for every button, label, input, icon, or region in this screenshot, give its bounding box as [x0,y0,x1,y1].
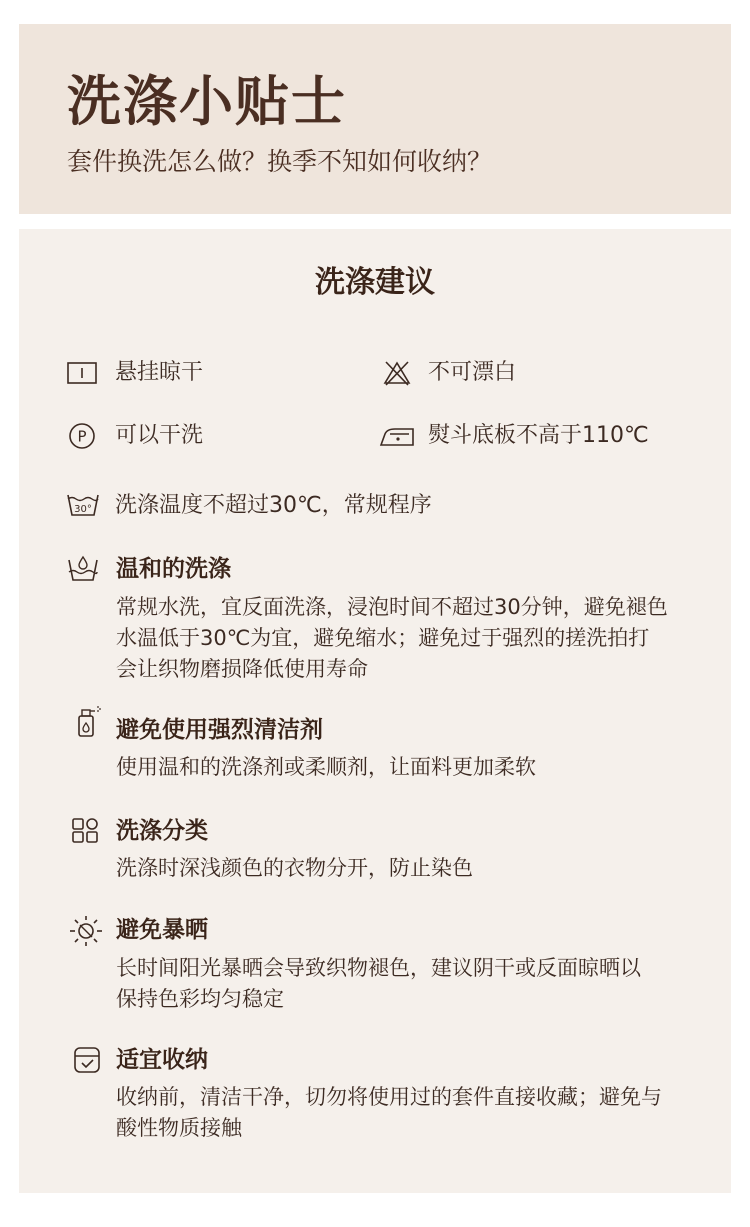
sun-icon [69,915,103,947]
storage-box-icon [73,1046,101,1074]
sort-categories-icon [72,818,100,844]
iron-label: 熨斗底板不高于110℃ [428,423,649,448]
no-bleach-icon [383,360,411,386]
body-line: 保持色彩均匀稳定 [116,987,284,1011]
body-line: 水温低于30℃为宜，避免缩水；避免过于强烈的搓洗拍打 [116,626,650,650]
svg-text:30°: 30° [74,504,92,515]
section-title-storage: 适宜收纳 [116,1047,208,1073]
body-line: 使用温和的洗涤剂或柔顺剂，让面料更加柔软 [116,755,536,779]
hang-dry-icon [67,362,97,384]
hang-dry-label: 悬挂晾干 [115,360,204,385]
section-title-sun: 避免暴晒 [116,917,208,943]
wash-30-icon [66,493,100,517]
dry-clean-label: 可以干洗 [115,423,204,448]
page-title: 洗涤小贴士 [67,70,347,133]
section-title-sorting: 洗涤分类 [116,818,208,844]
page-subtitle: 套件换洗怎么做？换季不知如何收纳？ [67,147,493,176]
body-line: 长时间阳光暴晒会导致织物褪色，建议阴干或反面晾晒以 [116,956,641,980]
body-line: 收纳前，清洁干净，切勿将使用过的套件直接收藏；避免与 [116,1085,662,1109]
detergent-bottle-icon [76,704,102,738]
section-body-sorting [116,853,706,884]
card-title: 洗涤建议 [315,265,435,300]
gentle-wash-icon [67,554,99,582]
section-body-storage [116,1082,706,1144]
section-body-gentle-wash [116,592,706,685]
section-title-gentle-wash: 温和的洗涤 [116,556,231,582]
header-banner [19,24,731,214]
dry-clean-p-icon [68,422,96,450]
section-title-detergent: 避免使用强烈清洁剂 [116,717,323,743]
section-body-detergent [116,752,706,783]
section-body-sun [116,953,706,1015]
svg-text:P: P [77,427,87,446]
iron-icon [379,425,417,447]
body-line: 洗涤时深浅颜色的衣物分开，防止染色 [116,856,473,880]
wash-temp-label: 洗涤温度不超过30℃，常规程序 [115,493,432,518]
body-line: 会让织物磨损降低使用寿命 [116,657,368,681]
wash-advice-card [19,229,731,1193]
no-bleach-label: 不可漂白 [428,360,517,385]
body-line: 酸性物质接触 [116,1116,242,1140]
body-line: 常规水洗，宜反面洗涤，浸泡时间不超过30分钟，避免褪色 [116,595,668,619]
